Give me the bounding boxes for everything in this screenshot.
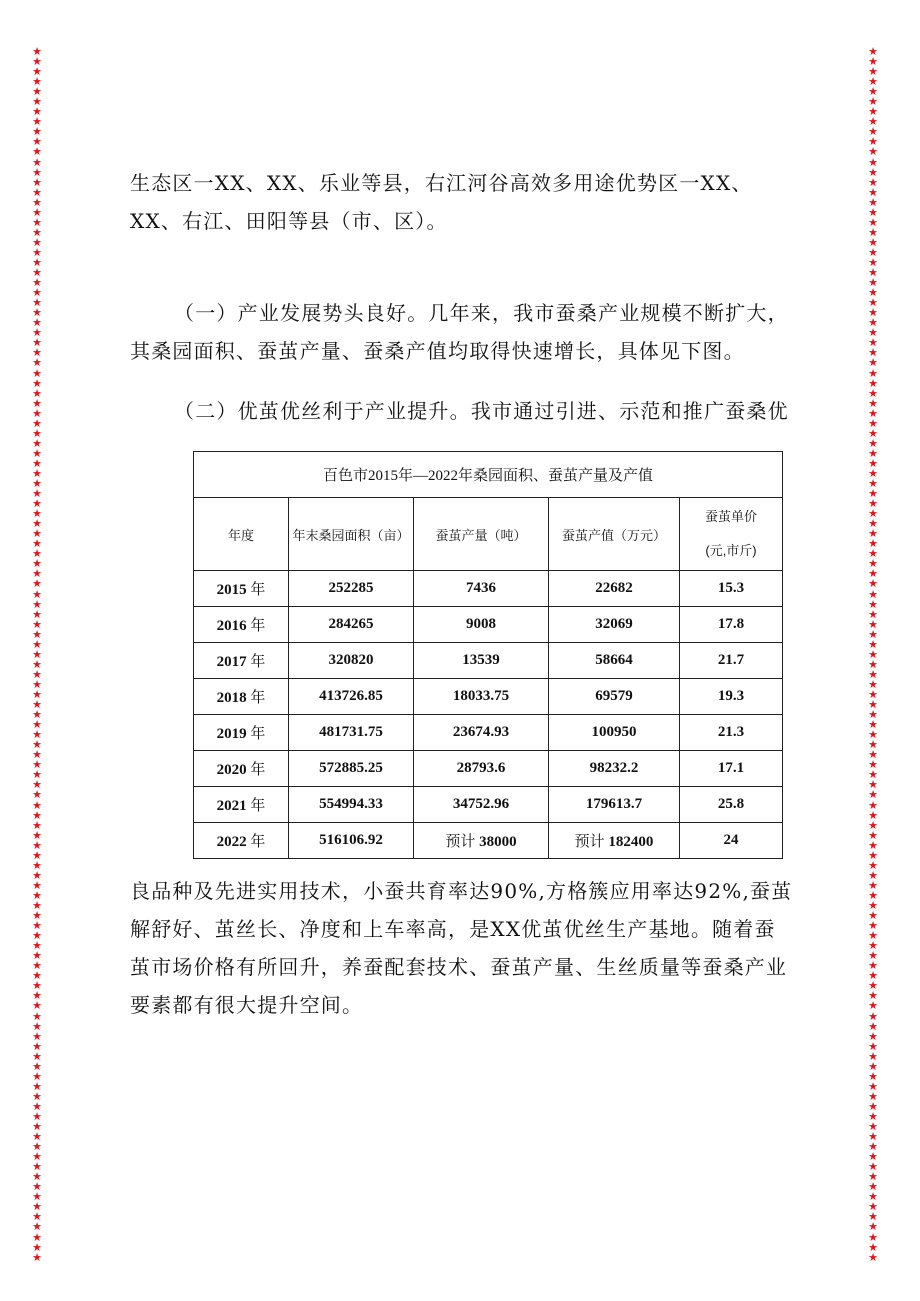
header-output: 蚕茧产量（吨） xyxy=(414,498,549,571)
cell-value: 69579 xyxy=(549,679,680,715)
year-unit: 年 xyxy=(250,582,266,598)
cell-price: 17.1 xyxy=(680,751,783,787)
header-year: 年度 xyxy=(194,498,289,571)
estimate-value: 38000 xyxy=(479,834,517,850)
year-number: 2020 xyxy=(216,762,247,778)
header-price-line2: (元,市斤) xyxy=(705,543,757,558)
cell-year xyxy=(194,751,289,787)
cell-year xyxy=(194,715,289,751)
estimate-prefix: 预计 xyxy=(445,834,476,850)
paragraph-line: 茧市场价格有所回升，养蚕配套技术、蚕茧产量、生丝质量等蚕桑产业 xyxy=(130,955,788,979)
year-number: 2018 xyxy=(216,690,247,706)
cell-area: 413726.85 xyxy=(289,679,414,715)
cell-area: 284265 xyxy=(289,607,414,643)
cell-year xyxy=(194,679,289,715)
cell-output xyxy=(414,823,549,859)
cell-value: 179613.7 xyxy=(549,787,680,823)
left-star-border: ★ ★ ★ ★ ★ ★ ★ ★ ★ ★ ★ ★ ★ ★ ★ ★ ★ ★ ★ ★ ★ ★ ★ ★ ★ ★ ★ ★ ★ ★ ★ ★ ★ ★ ★ ★ ★ ★ ★ ★ ★ ★ ★ ★ ★ ★ ★ ★ ★ ★ ★ ★ ★ ★ ★ ★ ★ ★ ★ ★ ★ ★ ★ ★ ★ ★ ★ ★ ★ ★ ★ ★ ★ ★ ★ ★ ★ ★ ★ ★ ★ ★ ★ ★ ★ ★ ★ ★ ★ ★ ★ ★ ★ ★ ★ ★ ★ ★ ★ ★ ★ ★ ★ ★ ★ ★ ★ ★ ★ ★ ★ ★ ★ ★ ★ ★ ★ ★ ★ ★ ★ xyxy=(32,45,42,1264)
cell-value: 58664 xyxy=(549,643,680,679)
year-unit: 年 xyxy=(250,654,266,670)
cell-output: 34752.96 xyxy=(414,787,549,823)
header-area: 年末桑园面积（亩） xyxy=(289,498,414,571)
cell-output: 23674.93 xyxy=(414,715,549,751)
paragraph-4 xyxy=(130,872,810,1024)
cell-price: 15.3 xyxy=(680,571,783,607)
header-price-line1: 蚕茧单价 xyxy=(704,509,757,524)
cell-year xyxy=(194,787,289,823)
cell-output: 9008 xyxy=(414,607,549,643)
cell-area: 252285 xyxy=(289,571,414,607)
cell-area: 516106.92 xyxy=(289,823,414,859)
year-number: 2015 xyxy=(216,582,247,598)
cell-area: 481731.75 xyxy=(289,715,414,751)
year-number: 2021 xyxy=(216,798,247,814)
table-row xyxy=(194,679,783,715)
cell-output: 18033.75 xyxy=(414,679,549,715)
estimate-value: 182400 xyxy=(608,834,654,850)
year-unit: 年 xyxy=(250,762,266,778)
year-unit: 年 xyxy=(250,726,266,742)
cell-output: 7436 xyxy=(414,571,549,607)
paragraph-line: 其桑园面积、蚕茧产量、蚕桑产值均取得快速增长，具体见下图。 xyxy=(130,339,745,363)
year-unit: 年 xyxy=(250,834,266,850)
paragraph-line: （一）产业发展势头良好。几年来，我市蚕桑产业规模不断扩大， xyxy=(174,301,789,325)
paragraph-3 xyxy=(130,392,810,430)
cell-year xyxy=(194,823,289,859)
table-row xyxy=(194,715,783,751)
table-row xyxy=(194,607,783,643)
cell-price: 19.3 xyxy=(680,679,783,715)
table-row xyxy=(194,571,783,607)
cell-area: 320820 xyxy=(289,643,414,679)
table-row xyxy=(194,787,783,823)
cell-value xyxy=(549,823,680,859)
paragraph-line: 要素都有很大提升空间。 xyxy=(130,993,364,1017)
cell-value: 98232.2 xyxy=(549,751,680,787)
header-price xyxy=(680,498,783,571)
paragraph-line: 解舒好、茧丝长、净度和上车率高，是XX优茧优丝生产基地。随着蚕 xyxy=(130,917,776,941)
cell-value: 32069 xyxy=(549,607,680,643)
cell-area: 554994.33 xyxy=(289,787,414,823)
paragraph-line: 生态区一XX、XX、乐业等县，右江河谷高效多用途优势区一XX、 xyxy=(130,171,753,195)
paragraph-line: （二）优茧优丝利于产业提升。我市通过引进、示范和推广蚕桑优 xyxy=(174,399,789,423)
cell-year xyxy=(194,643,289,679)
paragraph-line: XX、右江、田阳等县（市、区）。 xyxy=(130,209,448,233)
cell-year xyxy=(194,571,289,607)
cell-value: 100950 xyxy=(549,715,680,751)
year-unit: 年 xyxy=(250,798,266,814)
cell-output: 13539 xyxy=(414,643,549,679)
header-value: 蚕茧产值（万元） xyxy=(549,498,680,571)
cell-year xyxy=(194,607,289,643)
year-number: 2022 xyxy=(216,834,247,850)
cell-price: 17.8 xyxy=(680,607,783,643)
estimate-prefix: 预计 xyxy=(574,834,605,850)
cell-price: 21.7 xyxy=(680,643,783,679)
table-body xyxy=(194,571,783,859)
year-unit: 年 xyxy=(250,618,266,634)
cell-price: 24 xyxy=(680,823,783,859)
paragraph-1 xyxy=(130,164,810,240)
paragraph-line: 良品种及先进实用技术，小蚕共育率达90%,方格簇应用率达92%,蚕茧 xyxy=(130,879,793,903)
cell-price: 21.3 xyxy=(680,715,783,751)
cell-area: 572885.25 xyxy=(289,751,414,787)
year-number: 2019 xyxy=(216,726,247,742)
table-caption: 百色市2015年—2022年桑园面积、蚕茧产量及产值 xyxy=(194,452,783,498)
year-number: 2016 xyxy=(216,618,247,634)
table-row xyxy=(194,643,783,679)
table-row xyxy=(194,823,783,859)
right-star-border: ★ ★ ★ ★ ★ ★ ★ ★ ★ ★ ★ ★ ★ ★ ★ ★ ★ ★ ★ ★ ★ ★ ★ ★ ★ ★ ★ ★ ★ ★ ★ ★ ★ ★ ★ ★ ★ ★ ★ ★ ★ ★ ★ ★ ★ ★ ★ ★ ★ ★ ★ ★ ★ ★ ★ ★ ★ ★ ★ ★ ★ ★ ★ ★ ★ ★ ★ ★ ★ ★ ★ ★ ★ ★ ★ ★ ★ ★ ★ ★ ★ ★ ★ ★ ★ ★ ★ ★ ★ ★ ★ ★ ★ ★ ★ ★ ★ ★ ★ ★ ★ ★ ★ ★ ★ ★ ★ ★ ★ ★ ★ ★ ★ ★ ★ ★ ★ ★ ★ ★ ★ xyxy=(868,45,878,1264)
paragraph-2 xyxy=(130,294,810,370)
table-row xyxy=(194,751,783,787)
cell-price: 25.8 xyxy=(680,787,783,823)
cell-value: 22682 xyxy=(549,571,680,607)
data-table xyxy=(193,451,783,859)
cell-output: 28793.6 xyxy=(414,751,549,787)
year-number: 2017 xyxy=(216,654,247,670)
year-unit: 年 xyxy=(250,690,266,706)
